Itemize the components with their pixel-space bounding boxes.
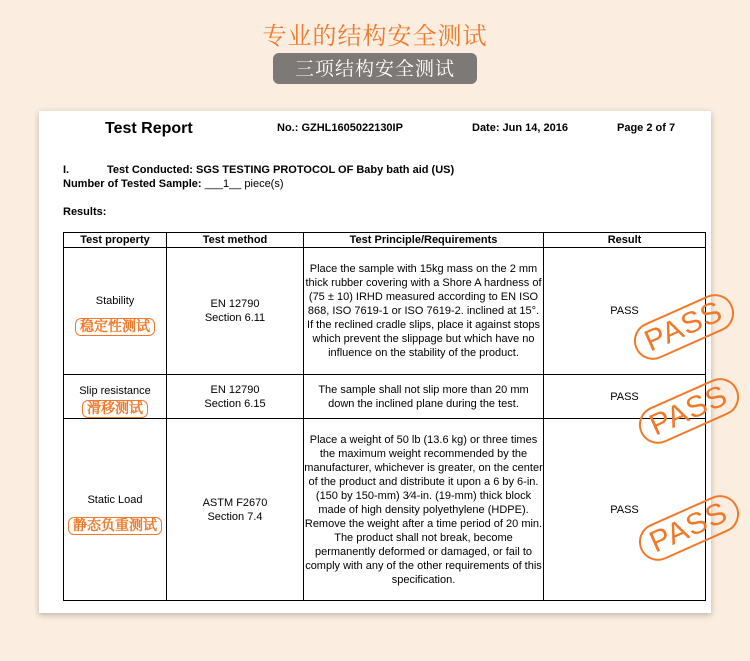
- property-label: Static Load: [87, 493, 143, 506]
- method-standard: EN 12790: [210, 383, 260, 396]
- test-conducted-line: [63, 164, 454, 176]
- cell-result: PASS: [544, 248, 706, 375]
- pass-stamp: PASS: [633, 372, 745, 450]
- cell-property: [64, 375, 167, 419]
- property-cn-tag: 静态负重测试: [68, 517, 162, 535]
- report-page: Page 2 of 7: [617, 122, 676, 134]
- property-label: Stability: [95, 295, 135, 307]
- method-section: Section 6.11: [204, 312, 266, 324]
- cell-property: [64, 419, 167, 601]
- section-number: I.: [63, 164, 70, 176]
- table-row: [64, 248, 706, 375]
- sample-count: ___1__: [204, 178, 242, 190]
- results-label: Results:: [63, 206, 107, 218]
- method-section: Section 6.15: [204, 397, 266, 410]
- test-conducted: Test Conducted: SGS TESTING PROTOCOL OF Baby bath aid (US): [107, 164, 455, 176]
- results-table: [63, 232, 706, 601]
- banner-title: 专业的结构安全测试: [262, 22, 488, 50]
- cell-method: [167, 419, 304, 601]
- banner-subtitle-wrap: [0, 53, 750, 84]
- pass-stamp: PASS: [633, 489, 745, 567]
- method-standard: ASTM F2670: [202, 496, 268, 509]
- cell-method: [167, 248, 304, 375]
- banner-subtitle: 三项结构安全测试: [273, 53, 477, 84]
- method-section: Section 7.4: [207, 510, 263, 523]
- header-test-method: Test method: [167, 233, 304, 248]
- table-row: [64, 375, 706, 419]
- header-test-property: Test property: [64, 233, 167, 248]
- sample-unit: piece(s): [241, 178, 284, 190]
- property-cn-tag: 稳定性测试: [75, 318, 155, 336]
- report-number: No.: GZHL1605022130IP: [277, 122, 403, 134]
- cell-principle: Place a weight of 50 lb (13.6 kg) or three times the maximum weight recommended by the manufacturer, whichever is greater, on the center of the product and distribute it upon a 6 by 6-in. (150 by 150-mm) 3⁄4-in. (19-mm) thick block made of high density polyethylene (HDPE). Remove the weight after a time period of 20 min. The product shall not break, become permanently deformed or damaged, or fail to comply with any of the other requirements of this specification.: [304, 419, 544, 601]
- header-test-principle: Test Principle/Requirements: [304, 233, 544, 248]
- report-date: Date: Jun 14, 2016: [472, 122, 568, 134]
- method-standard: EN 12790: [210, 298, 260, 310]
- pass-stamp: PASS: [628, 288, 740, 366]
- table-row: [64, 419, 706, 601]
- cell-result: PASS: [544, 375, 706, 419]
- table-header-row: [64, 233, 706, 248]
- report-title: Test Report: [105, 120, 193, 137]
- cell-principle: Place the sample with 15kg mass on the 2 mm thick rubber covering with a Shore A hardness of (75 ± 10) IRHD measured according to EN ISO 868, ISO 7619-1 or ISO 7619-2. inclined at 15°. If the reclined cradle slips, place it against stops which prevent the slippage but which have no influence on the stability of the product.: [304, 248, 544, 375]
- cell-property: [64, 248, 167, 375]
- property-label: Slip resistance: [79, 384, 151, 397]
- cell-principle: The sample shall not slip more than 20 mm down the inclined plane during the test.: [304, 375, 544, 419]
- test-report-document: [39, 111, 733, 613]
- property-cn-tag: 滑移测试: [82, 400, 148, 418]
- cell-method: [167, 375, 304, 419]
- sample-label: Number of Tested Sample:: [63, 178, 205, 190]
- sample-count-line: [63, 178, 284, 190]
- header-result: Result: [544, 233, 706, 248]
- cell-result: PASS: [544, 419, 706, 601]
